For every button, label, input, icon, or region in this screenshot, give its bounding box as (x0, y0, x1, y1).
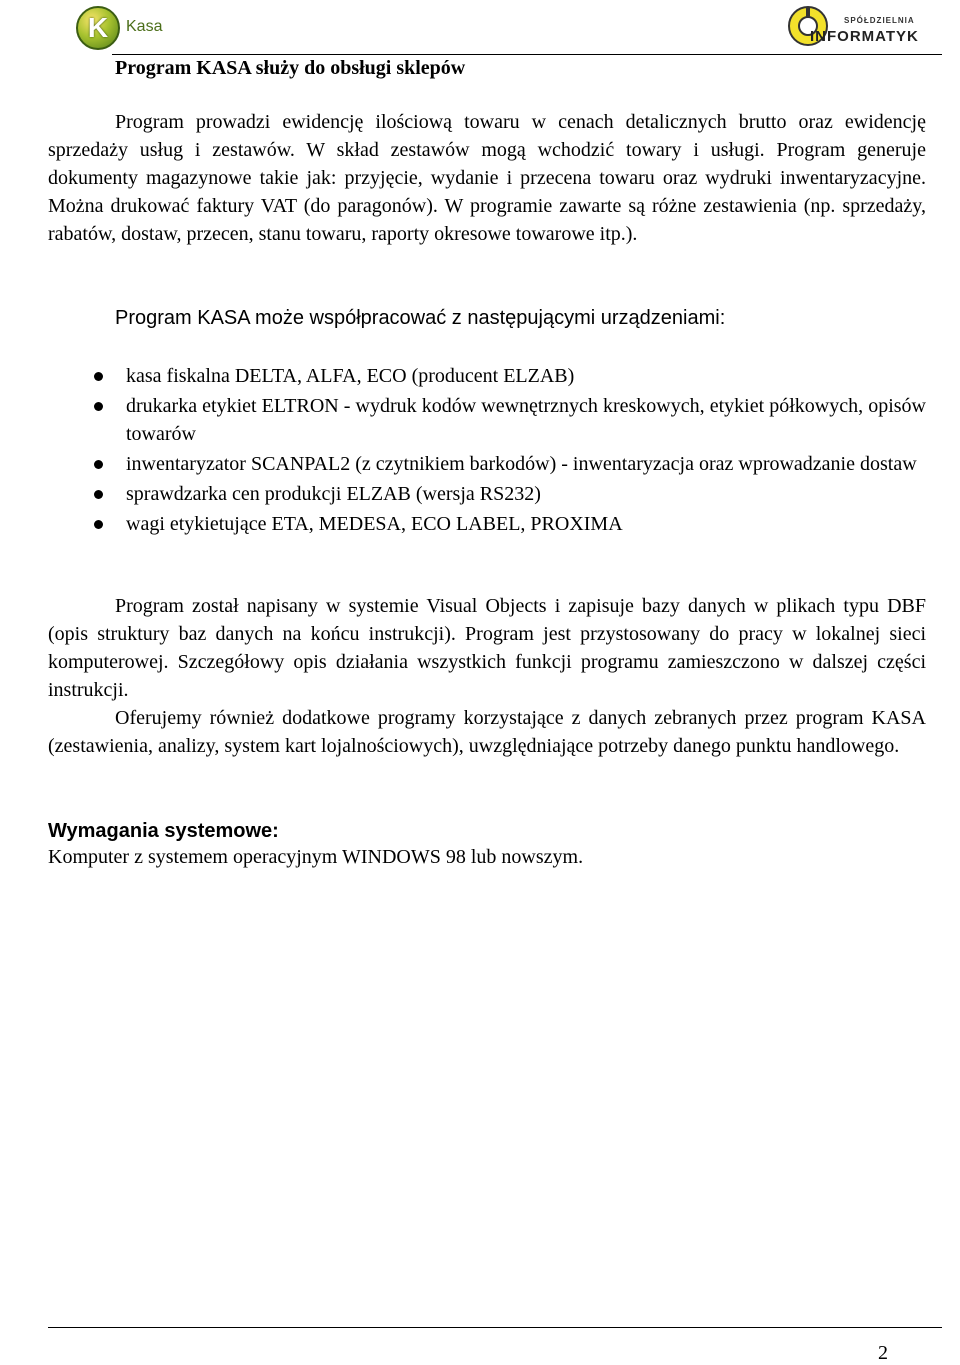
written-paragraph: Program został napisany w systemie Visual Objects i zapisuje bazy danych w plikach typu DBF (opis struktury baz danych na końcu instrukcji). Program jest przystosowany do pracy w lokalnej sieci komputerowej. Szczegółowy opis działania wszystkich funkcji programu zamieszczono w dalszej części instrukcji. (48, 595, 926, 701)
list-item (0, 450, 926, 478)
bullet-icon (94, 460, 103, 469)
informatyk-logo (786, 4, 919, 48)
list-item-text: kasa fiskalna DELTA, ALFA, ECO (producent ELZAB) (126, 365, 575, 387)
list-item-text: sprawdzarka cen produkcji ELZAB (wersja RS232) (126, 483, 541, 505)
header-divider (112, 54, 942, 55)
bullet-icon (94, 372, 103, 381)
list-item (0, 510, 926, 538)
informatyk-logo-top-text: SPÓŁDZIELNIA (844, 16, 915, 25)
kasa-logo (76, 6, 186, 50)
page-title: Program KASA służy do obsługi sklepów (115, 57, 466, 79)
page-number: 2 (878, 1342, 888, 1364)
footer-divider (48, 1327, 942, 1328)
devices-list (0, 362, 960, 540)
bullet-icon (94, 520, 103, 529)
list-item-text: drukarka etykiet ELTRON - wydruk kodów wewnętrznych kreskowych, etykiet półkowych, opisów towarów (126, 395, 926, 445)
intro-paragraph: Program prowadzi ewidencję ilościową towaru w cenach detalicznych brutto oraz ewidencję sprzedaży usług i zestawów. W skład zestawów mogą wchodzić towary i usługi. Program generuje dokumenty magazynowe takie jak: przyjęcie, wydanie i przecena towaru oraz wydruki inwentaryzacyjne. Można drukować faktury VAT (do paragonów). W programie zawarte są różne zestawienia (np. sprzedaży, rabatów, dostaw, przecen, stanu towaru, raporty okresowe towarowe itp.). (48, 111, 926, 245)
list-item (0, 362, 926, 390)
offer-paragraph: Oferujemy również dodatkowe programy korzystające z danych zebranych przez program KASA (zestawienia, analizy, system kart lojalnościowych), uwzględniające potrzeby danego punktu handlowego. (48, 707, 926, 757)
devices-lead: Program KASA może współpracować z następującymi urządzeniami: (115, 307, 726, 329)
bullet-icon (94, 402, 103, 411)
list-item-text: wagi etykietujące ETA, MEDESA, ECO LABEL, PROXIMA (126, 513, 623, 535)
kasa-logo-emblem: K (76, 6, 120, 50)
kasa-logo-text: Kasa (126, 18, 163, 35)
page-header (0, 0, 960, 56)
requirements-text: Komputer z systemem operacyjnym WINDOWS 98 lub nowszym. (48, 846, 584, 868)
informatyk-logo-main-text: INFORMATYK (810, 28, 919, 45)
list-item-text: inwentaryzator SCANPAL2 (z czytnikiem barkodów) - inwentaryzacja oraz wprowadzanie dostaw (126, 453, 917, 475)
bullet-icon (94, 490, 103, 499)
list-item (0, 392, 926, 448)
requirements-heading: Wymagania systemowe: (48, 820, 279, 842)
list-item (0, 480, 926, 508)
